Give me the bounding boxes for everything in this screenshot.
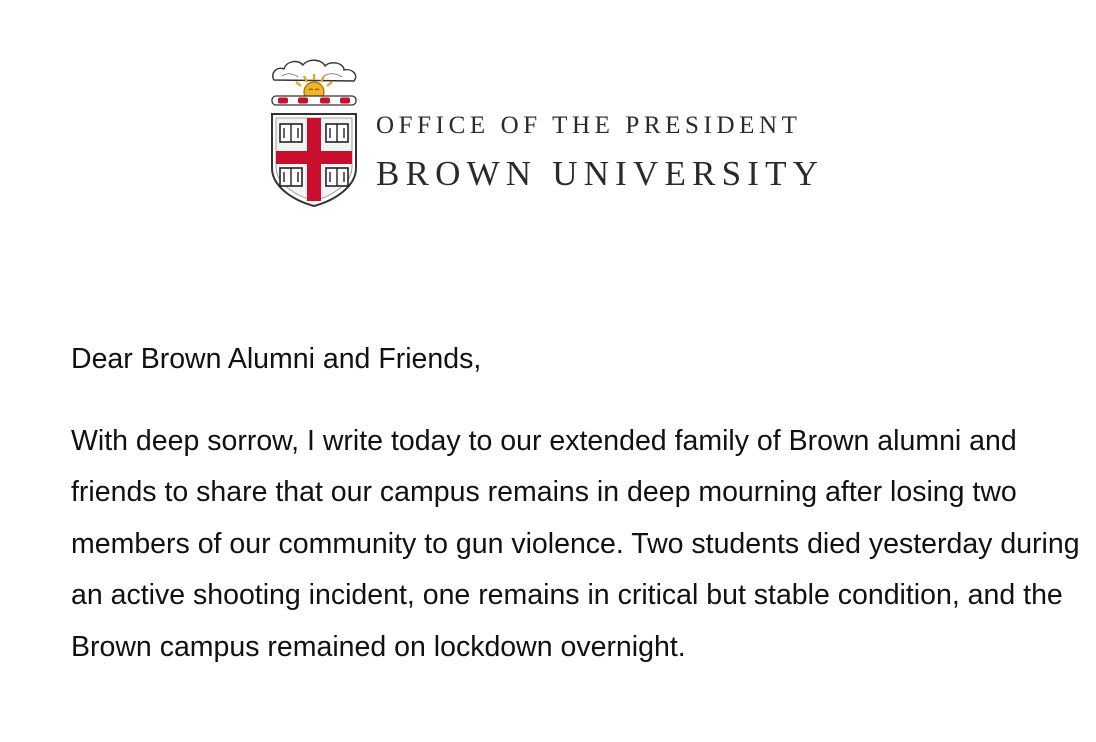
salutation: Dear Brown Alumni and Friends,: [71, 343, 482, 375]
office-title: OFFICE OF THE PRESIDENT: [376, 112, 802, 139]
letter-paragraph: With deep sorrow, I write today to our extended family of Brown alumni and friends to share that our campus remains in deep mourning after losing two members of our community to gun violence. Two students died yesterday during an active shooting incident, one remains in critical but stable condition, and the Brown campus remained on lockdown overnight.: [71, 424, 1080, 663]
letter-body: [71, 334, 1081, 673]
university-name: BROWN UNIVERSITY: [376, 154, 825, 193]
letterhead: [268, 56, 888, 212]
brown-university-seal-icon: [268, 56, 360, 208]
